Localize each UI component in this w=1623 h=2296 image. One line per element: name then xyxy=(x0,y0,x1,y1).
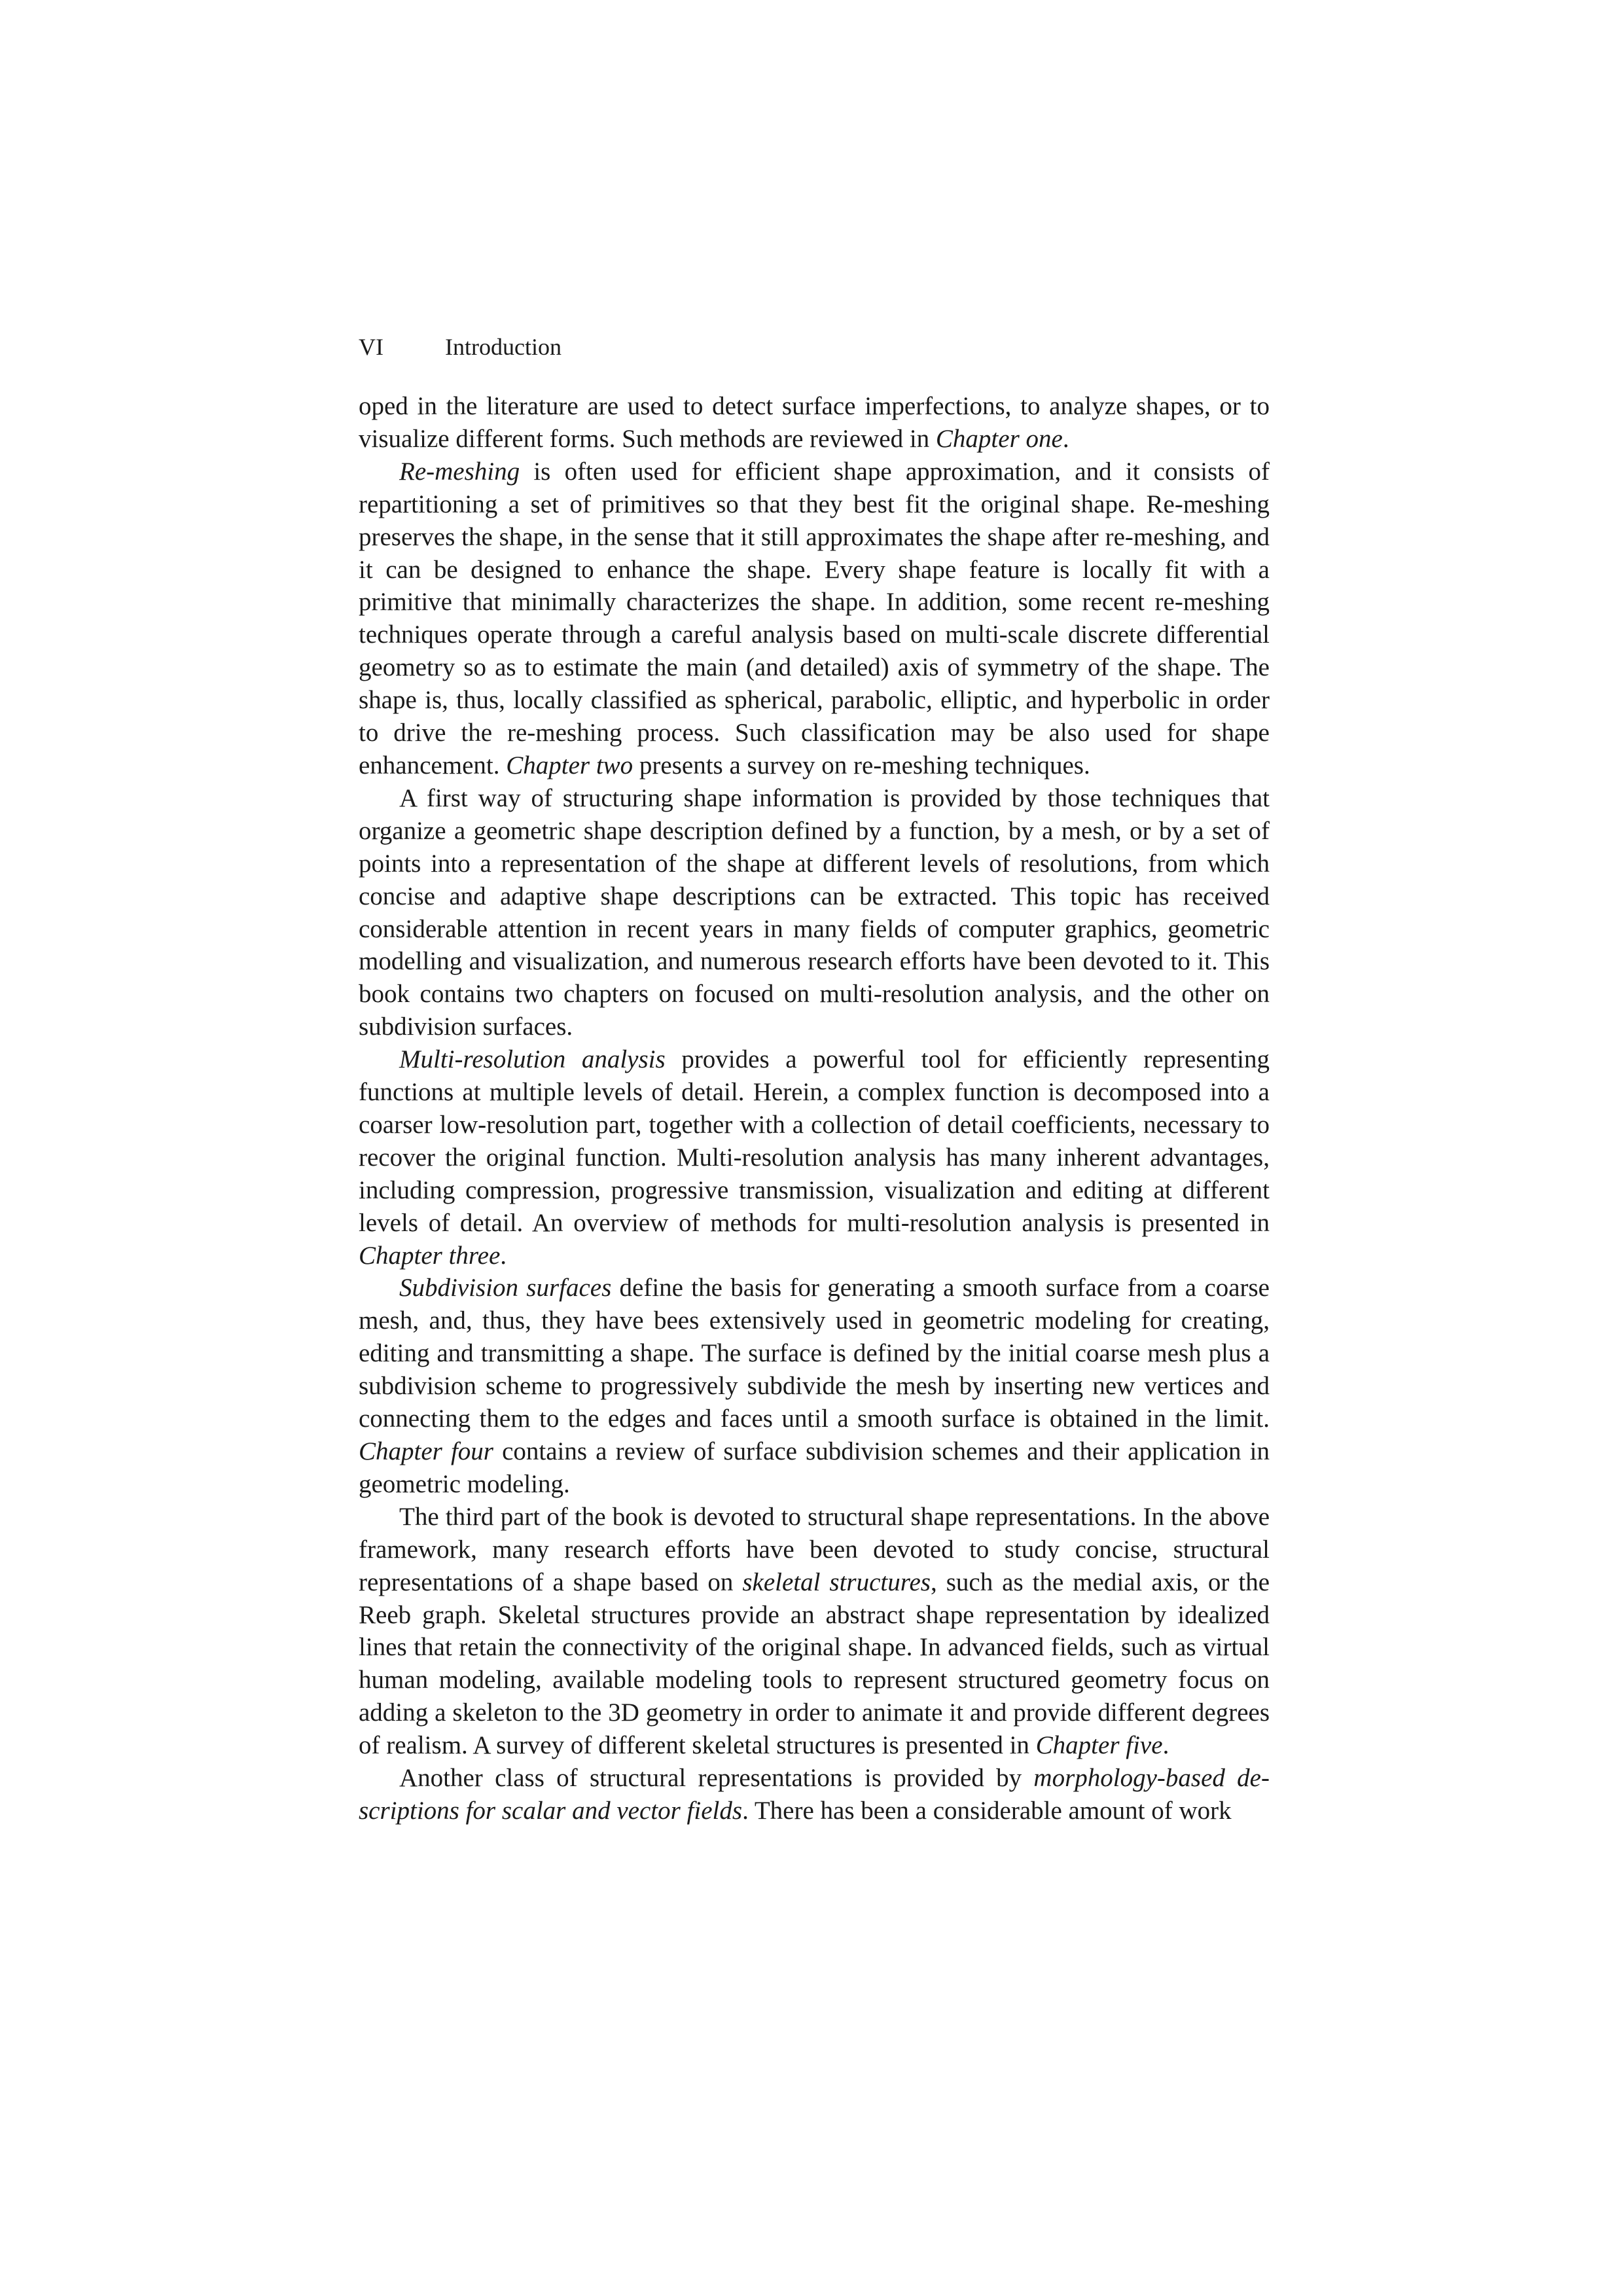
running-title: Introduction xyxy=(445,334,562,360)
chapter-reference: Chapter one xyxy=(935,424,1063,453)
chapter-reference: Chapter four xyxy=(359,1437,493,1465)
text-run: presents a survey on re-meshing techniques. xyxy=(633,751,1090,780)
text-run: , such as the medial axis, or the Reeb graph. Skeletal structures provide an abstract shape representation by idealized lines that retain the connectivity of the original shape. In advanced fields, such as virtual human modeling, available modeling tools to represent structured geometry focus on adding a skeleton to the 3D geometry in order to animate it and provide different degrees of realism. A survey of different skeletal structures is presented in xyxy=(359,1568,1270,1760)
running-head xyxy=(359,332,1275,361)
text-run: define the basis for generating a smooth surface from a coarse mesh, and, thus, they have bees extensively used in geometric modeling for creating, editing and transmitting a shape. The surface is defined by the initial coarse mesh plus a subdivision scheme to progressively subdivide the mesh by inserting new vertices and connecting them to the edges and faces until a smooth surface is obtained in the limit. xyxy=(359,1274,1270,1433)
paragraph-morphology xyxy=(359,1762,1270,1827)
text-run: Another class of structural representations is provided by xyxy=(399,1764,1034,1793)
emphasized-term: Re-meshing xyxy=(399,457,520,486)
text-run: provides a powerful tool for efficiently representing functions at multiple levels of detail. Herein, a complex function is decomposed into a coarser low-resolution part, together with a collection of detail coefficients, necessary to recover the original function. Multi-resolution analysis has many inherent advantages, including compression, progressive transmission, visualization and editing at different levels of detail. An overview of methods for multi-resolution analysis is presented in xyxy=(359,1045,1270,1237)
emphasized-term: skeletal structures xyxy=(742,1568,931,1596)
emphasized-term: Subdivision surfaces xyxy=(399,1274,612,1302)
text-run: . xyxy=(1062,424,1069,453)
chapter-reference: Chapter three xyxy=(359,1241,501,1270)
text-run: oped in the literature are used to detect surface imperfections, to analyze shapes, or to visualize different forms. Such methods are reviewed in xyxy=(359,392,1270,453)
paragraph-remeshing xyxy=(359,456,1270,782)
paragraph-continuation xyxy=(359,390,1270,456)
text-run: is often used for efficient shape approximation, and it consists of repartitioning a set of primitives so that they best fit the original shape. Re-meshing preserves the shape, in the sense that it still approximates the shape after re-meshing, and it can be designed to enhance the shape. Every shape feature is locally fit with a primitive that minimally characterizes the shape. In addition, some recent re-meshing techniques operate through a careful analysis based on multi-scale discrete differential geometry so as to estimate the main (and detailed) axis of symmetry of the shape. The shape is, thus, locally classified as spherical, parabolic, elliptic, and hyperbolic in order to drive the re-meshing process. Such classification may be also used for shape enhancement. xyxy=(359,457,1270,780)
chapter-reference: Chapter two xyxy=(506,751,633,780)
text-run: A first way of structuring shape information is provided by those techniques that organize a geometric shape description defined by a function, by a mesh, or by a set of points into a representation of the shape at different levels of resolutions, from which concise and adaptive shape descriptions can be extracted. This topic has received considerable attention in recent years in many fields of computer graphics, geometric modelling and visualization, and numerous research efforts have been devoted to it. This book contains two chapters on focused on multi-resolution analysis, and the other on subdivision surfaces. xyxy=(359,783,1270,1041)
paragraph-subdivision xyxy=(359,1272,1270,1500)
text-run: . There has been a considerable amount of work xyxy=(742,1796,1232,1825)
body-text xyxy=(359,390,1270,1827)
chapter-reference: Chapter five xyxy=(1035,1731,1163,1760)
paragraph-multiresolution xyxy=(359,1043,1270,1272)
paragraph-structural xyxy=(359,1501,1270,1762)
page-number: VI xyxy=(359,334,383,360)
emphasized-term: morphology-based descriptions for scalar and vector fields xyxy=(359,1764,1270,1825)
text-run: . xyxy=(1162,1731,1169,1760)
text-run: contains a review of surface subdivision schemes and their application in geometric modeling. xyxy=(359,1437,1270,1498)
paragraph-structuring xyxy=(359,782,1270,1043)
text-run: The third part of the book is devoted to structural shape representations. In the above framework, many research efforts have been devoted to study concise, structural representations of a shape based on xyxy=(359,1502,1270,1596)
text-run: . xyxy=(500,1241,507,1270)
emphasized-term: Multi-resolution analysis xyxy=(399,1045,666,1074)
